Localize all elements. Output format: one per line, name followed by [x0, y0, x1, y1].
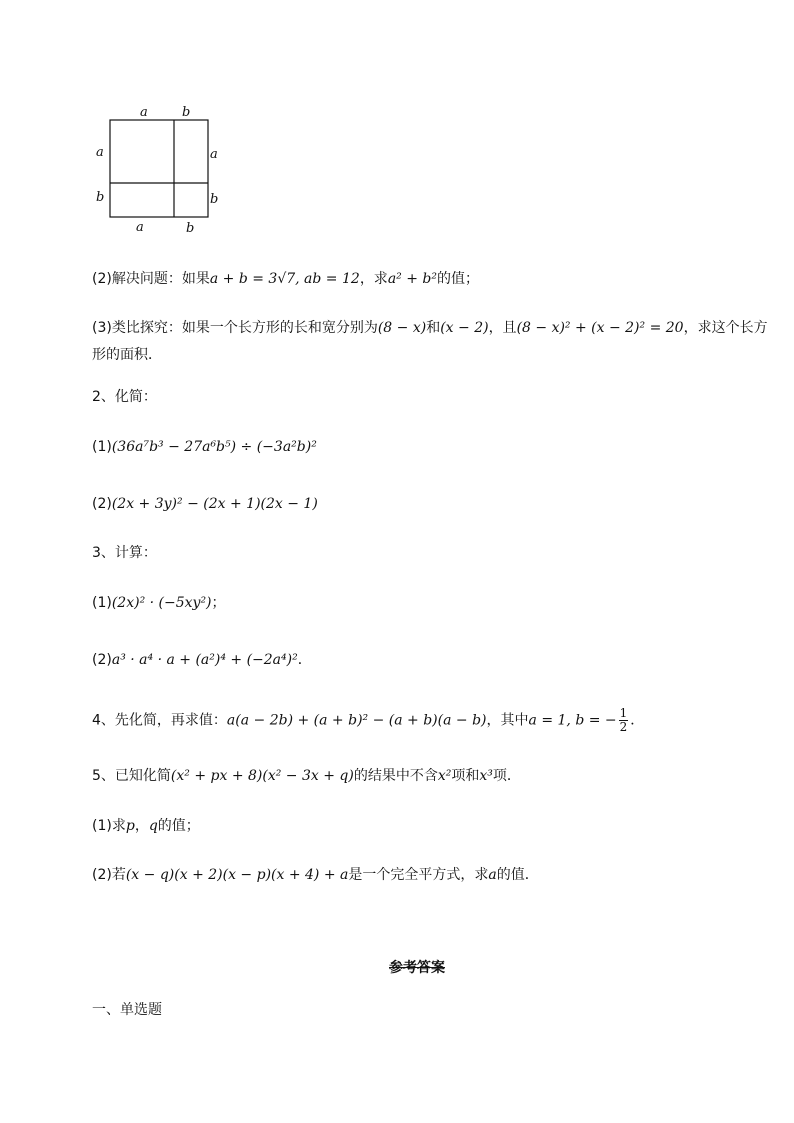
q4-expr: a(a − 2b) + (a + b)² − (a + b)(a − b)	[226, 712, 487, 729]
question-2-title	[92, 387, 157, 407]
answer-heading-text: 参考答案	[389, 960, 445, 976]
q1-2-target: a² + b²	[387, 271, 437, 287]
q3-title: 3、计算：	[92, 545, 157, 561]
q5-mid: 的结果中不含	[353, 768, 438, 784]
q5-p2-prefix: (2)若	[92, 867, 126, 883]
question-3-part-2	[92, 650, 312, 670]
label-top-b: b	[182, 105, 191, 120]
question-5-part-1	[92, 816, 200, 836]
q3-p1-end: ；	[211, 595, 226, 611]
q1-3-length: (8 − x)	[377, 320, 427, 336]
question-5	[92, 766, 521, 786]
q3-p2-label: (2)	[92, 652, 112, 668]
q1-3-prefix: (3)类比探究：如果一个长方形的长和宽分别为	[92, 320, 378, 336]
q5-end: 项．	[492, 768, 521, 784]
q1-2-condition: a + b = 3√7, ab = 12	[209, 271, 360, 287]
q2-p2-label: (2)	[92, 496, 112, 512]
q5-and: 项和	[451, 768, 480, 784]
q1-3-width: (x − 2)	[440, 320, 489, 336]
label-top-a: a	[140, 105, 148, 120]
question-1-part-3	[92, 318, 768, 338]
outer-square	[110, 120, 208, 217]
q2-p1-expr: (36a⁷b³ − 27a⁶b⁵) ÷ (−3a²b)²	[111, 439, 317, 455]
q5-p1-p: p	[125, 818, 135, 834]
q2-p2-expr: (2x + 3y)² − (2x + 1)(2x − 1)	[111, 496, 318, 512]
q1-3-and: 和	[426, 320, 441, 336]
q5-p2-mid: 是一个完全平方式，求	[348, 867, 489, 883]
q5-term-x2: x²	[437, 768, 452, 784]
q4-b-fraction	[619, 707, 629, 734]
question-3-part-1	[92, 593, 226, 613]
q1-3-cond-prefix: ，且	[488, 320, 517, 336]
area-diagram	[88, 104, 228, 234]
q1-3-line2: 形的面积．	[92, 347, 162, 363]
answer-heading	[20, 957, 794, 977]
label-right-b: b	[210, 192, 219, 207]
q4-end: ．	[630, 712, 645, 729]
label-right-a: a	[210, 147, 218, 162]
question-5-part-2	[92, 865, 539, 885]
q1-3-suffix: ，求这个长方	[683, 320, 768, 336]
question-4	[92, 707, 644, 734]
label-bottom-b: b	[186, 221, 195, 234]
question-1-part-2	[92, 269, 479, 289]
q3-p1-expr: (2x)² · (−5xy²)	[111, 595, 212, 611]
q5-p2-expr: (x − q)(x + 2)(x − p)(x + 4) + a	[125, 867, 349, 883]
q5-expr: (x² + px + 8)(x² − 3x + q)	[170, 768, 354, 784]
label-left-a: a	[96, 145, 104, 160]
q5-p1-end: 的值；	[157, 818, 200, 834]
q2-p1-label: (1)	[92, 439, 112, 455]
question-3-title	[92, 543, 157, 563]
q2-title: 2、化简：	[92, 389, 157, 405]
q5-p2-a: a	[488, 867, 497, 883]
q4-prefix: 4、先化简，再求值：	[92, 712, 227, 729]
q5-p1-prefix: (1)求	[92, 818, 126, 834]
q5-term-x3: x³	[479, 768, 493, 784]
q4-b-lhs: b = −	[575, 712, 617, 729]
q1-2-prefix: (2)解决问题：如果	[92, 271, 210, 287]
q5-prefix: 5、已知化简	[92, 768, 171, 784]
q4-b-numerator: 1	[619, 706, 628, 720]
question-2-part-1	[92, 437, 317, 457]
q1-3-condition: (8 − x)² + (x − 2)² = 20	[516, 320, 684, 336]
q5-p1-sep: ，	[134, 818, 149, 834]
q3-p2-end: ．	[297, 652, 312, 668]
q1-2-middle: ，求	[359, 271, 388, 287]
label-left-b: b	[96, 190, 105, 205]
label-bottom-a: a	[136, 220, 144, 234]
q3-p1-label: (1)	[92, 595, 112, 611]
question-1-part-3-line2	[92, 345, 162, 365]
q4-mid: ，其中	[486, 712, 529, 729]
q3-p2-expr: a³ · a⁴ · a + (a²)⁴ + (−2a⁴)²	[111, 652, 298, 668]
answer-section-title	[92, 1000, 162, 1020]
q4-a-value: a = 1,	[528, 712, 571, 729]
q5-p1-q: q	[148, 818, 158, 834]
answer-section-text: 一、单选题	[92, 1002, 162, 1018]
q4-b-denominator: 2	[619, 720, 628, 734]
q5-p2-end: 的值．	[496, 867, 539, 883]
q1-2-suffix: 的值；	[436, 271, 479, 287]
question-2-part-2	[92, 494, 318, 514]
